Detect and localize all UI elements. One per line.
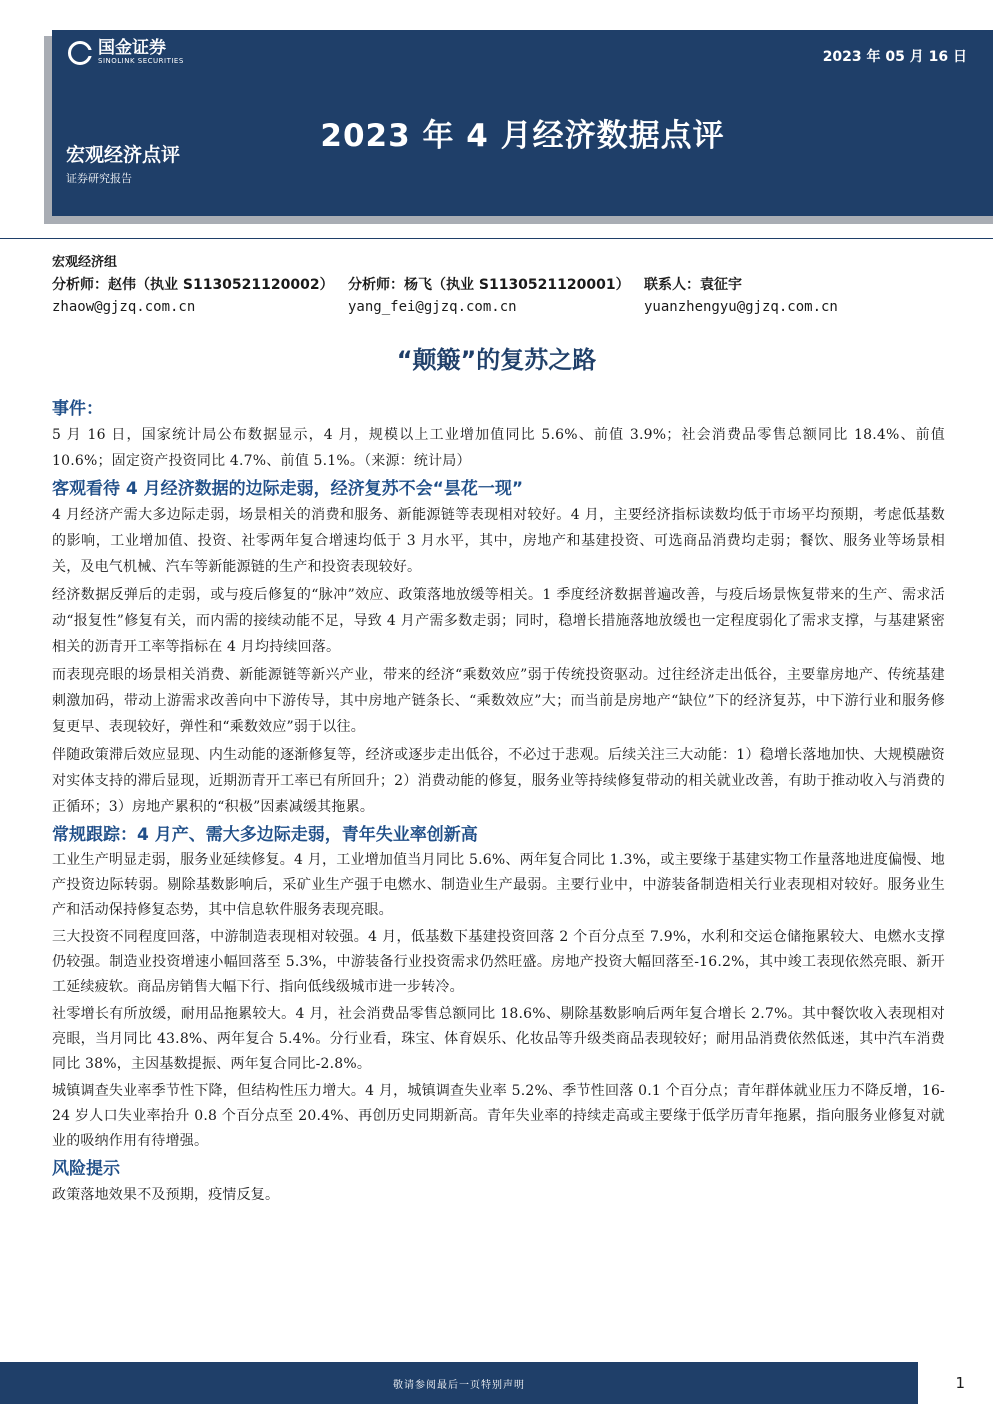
author-yuan [644,274,944,318]
report-body [52,396,945,1210]
author-email[interactable]: yang_fei@gjzq.com.cn [348,299,517,315]
analyst-group: 宏观经济组 [52,255,118,270]
section-event [52,396,945,474]
paragraph: 5 月 16 日，国家统计局公布数据显示，4 月，规模以上工业增加值同比 5.6%、前值 3.9%；社会消费品零售总额同比 18.4%、前值 10.6%；固定资产投资同比 4.7%、前值 5.1%。（来源：统计局） [52,427,945,469]
author-yang [348,274,648,318]
section-heading: 事件： [52,399,103,419]
header-divider [0,238,993,239]
section-risk [52,1156,945,1208]
author-name: 分析师：赵伟（执业 S1130521120002） [52,277,334,293]
paragraph: 而表现亮眼的场景相关消费、新能源链等新兴产业，带来的经济“乘数效应”弱于传统投资驱动。过往经济走出低谷，主要靠房地产、传统基建刺激加码，带动上游需求改善向中下游传导，其中房地产链条长、“乘数效应”大；而当前是房地产“缺位”下的经济复苏，中下游行业和服务修复更早、表现较好，弹性和“乘数效应”弱于以往。 [52,667,945,735]
paragraph: 伴随政策滞后效应显现、内生动能的逐渐修复等，经济或逐步走出低谷，不必过于悲观。后续关注三大动能：1）稳增长落地加快、大规模融资对实体支持的滞后显现，近期沥青开工率已有所回升；2）消费动能的修复，服务业等持续修复带动的相关就业改善，有助于推动收入与消费的正循环；3）房地产累积的“积极”因素减缓其拖累。 [52,747,945,815]
section-heading: 客观看待 4 月经济数据的边际走弱，经济复苏不会“昙花一现” [52,479,524,499]
paragraph: 政策落地效果不及预期，疫情反复。 [52,1187,280,1203]
section-heading: 常规跟踪：4 月产、需大多边际走弱，青年失业率创新高 [52,825,478,845]
section-tracking [52,822,945,1154]
paragraph: 工业生产明显走弱，服务业延续修复。4 月，工业增加值当月同比 5.6%、两年复合同比 1.3%，或主要缘于基建实物工作量落地进度偏慢、地产投资边际转弱。剔除基数影响后，采矿业生产强于电燃水、制造业生产最弱。主要行业中，中游装备制造相关行业表现相对较好。服务业生产和活动保持修复态势，其中信息软件服务表现亮眼。 [52,852,945,918]
authors-block [52,252,952,315]
logo-text-en: SINOLINK SECURITIES [98,57,184,65]
paragraph: 经济数据反弹后的走弱，或与疫后修复的“脉冲”效应、政策落地放缓等相关。1 季度经济数据普遍改善，与疫后场景恢复带来的生产、需求活动“报复性”修复有关，而内需的接续动能不足，导致 4 月产需多数走弱；同时，稳增长措施落地放缓也一定程度弱化了需求支撑，与基建紧密相关的沥青开工率等指标在 4 月均持续回落。 [52,587,945,655]
author-name: 分析师：杨飞（执业 S1130521120001） [348,277,630,293]
logo-icon [68,41,92,65]
section-heading: 风险提示 [52,1159,120,1179]
page-number: 1 [955,1374,965,1392]
paragraph: 城镇调查失业率季节性下降，但结构性压力增大。4 月，城镇调查失业率 5.2%、季节性回落 0.1 个百分点；青年群体就业压力不降反增，16-24 岁人口失业率抬升 0.8 个百分点至 20.4%、再创历史同期新高。青年失业率的持续走高或主要缘于低学历青年拖累，指向服务业修复对就业的吸纳作用有待增强。 [52,1083,945,1149]
report-subtitle: “颠簸”的复苏之路 [396,346,597,374]
author-name: 联系人：袁征宇 [644,277,742,293]
report-type: 证券研究报告 [66,172,132,185]
logo-text-cn: 国金证券 [98,38,166,58]
disclaimer-note: 敬请参阅最后一页特别声明 [393,1380,525,1391]
author-zhao [52,274,352,318]
author-email[interactable]: zhaow@gjzq.com.cn [52,299,196,315]
report-title: 2023 年 4 月经济数据点评 [320,118,725,154]
paragraph: 三大投资不同程度回落，中游制造表现相对较强。4 月，低基数下基建投资回落 2 个百分点至 7.9%，水利和交运仓储拖累较大、电燃水支撑仍较强。制造业投资增速小幅回落至 5.3%，中游装备行业投资需求仍然旺盛。房地产投资大幅回落至-16.2%，其中竣工表现依然亮眼、新开工延续疲软。商品房销售大幅下行、指向低线级城市进一步转冷。 [52,929,945,995]
report-date: 2023 年 05 月 16 日 [822,49,967,65]
section-analysis [52,476,945,820]
report-category: 宏观经济点评 [66,144,181,166]
company-logo [68,40,184,66]
paragraph: 4 月经济产需大多边际走弱，场景相关的消费和服务、新能源链等表现相对较好。4 月，主要经济指标读数均低于市场平均预期，考虑低基数的影响，工业增加值、投资、社零两年复合增速均低于 3 月水平，其中，房地产和基建投资、可选商品消费均走弱；餐饮、服务业等场景相关，及电气机械、汽车等新能源链的生产和投资表现较好。 [52,507,945,575]
paragraph: 社零增长有所放缓，耐用品拖累较大。4 月，社会消费品零售总额同比 18.6%、剔除基数影响后两年复合增长 2.7%。其中餐饮收入表现相对亮眼，当月同比 43.8%、两年复合 5.4%。分行业看，珠宝、体育娱乐、化妆品等升级类商品表现较好；耐用品消费依然低迷，其中汽车消费同比 38%，主因基数提振、两年复合同比-2.8%。 [52,1006,945,1072]
author-email[interactable]: yuanzhengyu@gjzq.com.cn [644,299,838,315]
header-banner [52,30,993,216]
